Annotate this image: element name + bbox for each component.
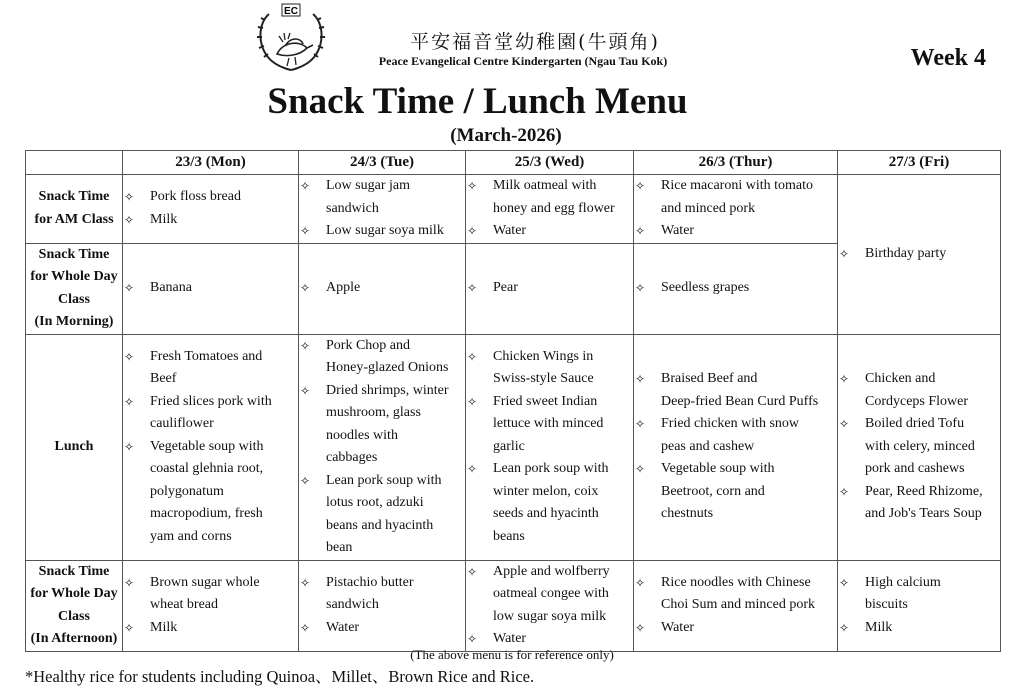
menu-item-line: garlic <box>493 438 525 454</box>
menu-item-line: low sugar soya milk <box>493 608 607 624</box>
diamond-bullet-icon: ✧ <box>300 383 311 398</box>
diamond-bullet-icon: ✧ <box>300 473 311 488</box>
menu-cell <box>466 243 634 334</box>
menu-item <box>299 335 465 380</box>
diamond-bullet-icon: ✧ <box>839 372 850 387</box>
menu-item-line: sandwich <box>326 200 379 216</box>
menu-item-line: polygonatum <box>150 483 224 499</box>
menu-item-line: honey and egg flower <box>493 200 615 216</box>
menu-item <box>634 368 837 413</box>
menu-item <box>634 458 837 526</box>
menu-cell <box>634 243 838 334</box>
menu-item <box>466 175 633 220</box>
menu-cell <box>299 243 466 334</box>
menu-item-line: Cordyceps Flower <box>865 393 969 409</box>
menu-item-line: Banana <box>150 280 192 296</box>
menu-item-line: Milk <box>865 619 893 635</box>
diamond-bullet-icon: ✧ <box>467 179 478 193</box>
menu-table <box>25 150 1001 652</box>
diamond-bullet-icon: ✧ <box>124 349 135 364</box>
row-label <box>26 175 123 244</box>
menu-item-line: Honey-glazed Onions <box>326 360 449 375</box>
menu-item-line: wheat bread <box>150 597 219 613</box>
menu-item <box>838 481 1000 526</box>
menu-item-line: Dried shrimps, winter <box>326 382 449 398</box>
menu-item <box>123 617 298 640</box>
menu-item-line: with celery, minced <box>865 438 975 454</box>
menu-item <box>299 380 465 470</box>
menu-item <box>466 277 633 300</box>
menu-item <box>123 572 298 617</box>
reference-note: (The above menu is for reference only) <box>410 647 614 662</box>
menu-item-line: peas and cashew <box>661 438 755 454</box>
menu-item <box>838 413 1000 481</box>
menu-item <box>299 572 465 617</box>
menu-item-line: Water <box>493 223 527 238</box>
menu-item <box>123 391 298 436</box>
column-header: 25/3 (Wed) <box>466 151 634 175</box>
school-name-chinese: 平安福音堂幼稚園(牛頭角) <box>410 31 660 53</box>
menu-cell <box>123 243 299 334</box>
menu-item-line: Water <box>661 223 695 238</box>
menu-item <box>466 391 633 459</box>
menu-item <box>634 220 837 243</box>
menu-item-line: Deep-fried Bean Curd Puffs <box>661 393 819 409</box>
table-row <box>26 560 1001 651</box>
menu-item-line: Beetroot, corn and <box>661 483 765 499</box>
menu-item-line: Chicken Wings in <box>493 348 594 364</box>
menu-item-line: pork and cashews <box>865 461 965 477</box>
menu-cell <box>634 560 838 651</box>
table-row <box>26 334 1001 560</box>
diamond-bullet-icon: ✧ <box>124 281 135 296</box>
row-label-line: for Whole Day <box>30 586 118 601</box>
diamond-bullet-icon: ✧ <box>635 417 646 432</box>
row-label-line: Lunch <box>54 438 94 454</box>
menu-cell <box>838 175 1001 335</box>
menu-item-line: Vegetable soup with <box>150 438 264 454</box>
school-name-english: Peace Evangelical Centre Kindergarten (Ngau Tau Kok) <box>378 54 668 68</box>
menu-item-line: Chicken and <box>865 371 936 387</box>
row-label-line: (In Afternoon) <box>30 631 118 646</box>
menu-item-line: Milk <box>150 619 178 635</box>
diamond-bullet-icon: ✧ <box>124 620 135 635</box>
menu-item-line: Lean pork soup with <box>493 461 609 477</box>
menu-item-line: and Job's Tears Soup <box>865 506 982 522</box>
menu-item <box>634 175 837 220</box>
diamond-bullet-icon: ✧ <box>300 620 311 635</box>
row-label <box>26 560 123 651</box>
menu-item-line: Brown sugar whole <box>150 574 260 590</box>
diamond-bullet-icon: ✧ <box>300 179 311 193</box>
menu-item-line: Fried chicken with snow <box>661 416 800 432</box>
menu-item-line: beans and hyacinth <box>326 517 434 533</box>
diamond-bullet-icon: ✧ <box>635 179 646 193</box>
menu-item-line: Water <box>661 619 695 635</box>
menu-cell <box>466 175 634 244</box>
menu-item-line: Low sugar jam <box>326 178 410 193</box>
menu-item-line: mushroom, glass <box>326 405 421 420</box>
diamond-bullet-icon: ✧ <box>467 394 478 409</box>
diamond-bullet-icon: ✧ <box>635 620 646 635</box>
row-label-line: (In Morning) <box>34 314 114 329</box>
menu-item <box>123 186 298 209</box>
menu-item <box>299 220 465 243</box>
diamond-bullet-icon: ✧ <box>300 338 311 353</box>
menu-item-line: Pear, Reed Rhizome, <box>865 483 983 499</box>
menu-item-line: Milk <box>150 211 178 227</box>
menu-item-line: Fried sweet Indian <box>493 393 598 409</box>
menu-cell <box>123 560 299 651</box>
menu-item-line: Fresh Tomatoes and <box>150 348 263 364</box>
menu-item <box>466 220 633 243</box>
menu-item <box>123 209 298 232</box>
diamond-bullet-icon: ✧ <box>124 439 135 454</box>
menu-item <box>299 277 465 300</box>
diamond-bullet-icon: ✧ <box>635 281 646 296</box>
menu-item-line: chestnuts <box>661 506 714 522</box>
menu-item <box>299 175 465 220</box>
menu-item <box>634 413 837 458</box>
menu-item <box>838 243 1000 266</box>
menu-item <box>838 368 1000 413</box>
menu-item-line: Apple <box>326 280 361 296</box>
diamond-bullet-icon: ✧ <box>124 394 135 409</box>
menu-item-line: macropodium, fresh <box>150 506 263 522</box>
menu-item-line: Beef <box>150 371 177 387</box>
menu-item-line: noodles with <box>326 427 398 443</box>
menu-item <box>634 572 837 617</box>
menu-cell <box>123 334 299 560</box>
menu-item-line: oatmeal congee with <box>493 586 609 601</box>
week-label: Week 4 <box>910 45 986 71</box>
menu-item-line: Rice macaroni with tomato <box>661 178 814 193</box>
menu-item-line: Rice noodles with Chinese <box>661 574 811 590</box>
row-label-line: Snack Time <box>38 246 110 262</box>
diamond-bullet-icon: ✧ <box>124 190 135 205</box>
diamond-bullet-icon: ✧ <box>300 281 311 296</box>
menu-item <box>123 436 298 549</box>
diamond-bullet-icon: ✧ <box>467 224 478 238</box>
row-label-line: Snack Time <box>38 563 110 579</box>
menu-item-line: seeds and hyacinth <box>493 506 599 522</box>
menu-item <box>838 572 1000 617</box>
diamond-bullet-icon: ✧ <box>839 484 850 499</box>
menu-item <box>838 617 1000 640</box>
page-title: Snack Time / Lunch Menu <box>267 81 688 122</box>
menu-item <box>634 617 837 640</box>
menu-cell <box>466 560 634 651</box>
menu-cell <box>123 175 299 244</box>
menu-item <box>466 458 633 548</box>
menu-item-line: coastal glehnia root, <box>150 461 264 477</box>
page-subtitle: (March-2026) <box>450 125 562 146</box>
menu-cell <box>299 175 466 244</box>
diamond-bullet-icon: ✧ <box>635 462 646 477</box>
column-header: 27/3 (Fri) <box>838 151 1001 175</box>
menu-item-line: Pork Chop and <box>326 337 410 353</box>
menu-item-line: bean <box>326 540 353 555</box>
menu-item-line: Pistachio butter <box>326 574 414 590</box>
rice-footnote: *Healthy rice for students including Quinoa、Millet、Brown Rice and Rice. <box>25 667 535 686</box>
menu-item <box>123 346 298 391</box>
menu-item <box>466 561 633 629</box>
menu-item-line: Pear <box>493 280 518 296</box>
menu-item-line: Water <box>493 631 527 646</box>
menu-item-line: winter melon, coix <box>493 483 599 499</box>
header-blank <box>26 151 123 175</box>
diamond-bullet-icon: ✧ <box>467 281 478 296</box>
menu-cell <box>634 175 838 244</box>
menu-item-line: cabbages <box>326 450 378 465</box>
diamond-bullet-icon: ✧ <box>839 575 850 590</box>
menu-item-line: lotus root, adzuki <box>326 495 424 510</box>
diamond-bullet-icon: ✧ <box>124 575 135 590</box>
menu-cell <box>466 334 634 560</box>
menu-item <box>123 277 298 300</box>
menu-item-line: Choi Sum and minced pork <box>661 597 815 613</box>
menu-item-line: Swiss-style Sauce <box>493 371 594 387</box>
menu-item-line: Fried slices pork with <box>150 393 272 409</box>
menu-item <box>299 470 465 560</box>
menu-cell <box>299 560 466 651</box>
row-label-line: Class <box>58 291 90 307</box>
diamond-bullet-icon: ✧ <box>635 575 646 590</box>
menu-item-line: Milk oatmeal with <box>493 178 597 193</box>
diamond-bullet-icon: ✧ <box>839 417 850 432</box>
menu-cell <box>838 334 1001 560</box>
menu-item-line: Water <box>326 619 360 635</box>
menu-cell <box>299 334 466 560</box>
logo-text: EC <box>284 6 298 17</box>
menu-item-line: Seedless grapes <box>661 280 750 296</box>
column-header: 23/3 (Mon) <box>123 151 299 175</box>
menu-item-line: cauliflower <box>150 416 214 432</box>
menu-item <box>466 346 633 391</box>
menu-item-line: Pork floss bread <box>150 189 241 205</box>
row-label-line: for Whole Day <box>30 269 118 284</box>
menu-item-line: Birthday party <box>865 246 947 261</box>
table-row <box>26 175 1001 244</box>
menu-item-line: Lean pork soup with <box>326 472 442 488</box>
diamond-bullet-icon: ✧ <box>839 620 850 635</box>
row-label-line: Snack Time <box>38 189 110 205</box>
row-label-line: Class <box>58 608 90 624</box>
row-label <box>26 243 123 334</box>
menu-item-line: Vegetable soup with <box>661 461 775 477</box>
diamond-bullet-icon: ✧ <box>839 247 850 261</box>
diamond-bullet-icon: ✧ <box>635 372 646 387</box>
menu-item-line: and minced pork <box>661 200 756 216</box>
menu-item-line: yam and corns <box>150 528 232 544</box>
diamond-bullet-icon: ✧ <box>300 224 311 238</box>
diamond-bullet-icon: ✧ <box>467 564 478 579</box>
diamond-bullet-icon: ✧ <box>467 349 478 364</box>
menu-item-line: beans <box>493 528 525 544</box>
diamond-bullet-icon: ✧ <box>124 212 135 227</box>
diamond-bullet-icon: ✧ <box>467 462 478 477</box>
menu-item-line: Boiled dried Tofu <box>865 416 965 432</box>
diamond-bullet-icon: ✧ <box>467 632 478 646</box>
menu-item-line: Apple and wolfberry <box>493 563 610 579</box>
row-label-line: for AM Class <box>34 211 114 227</box>
diamond-bullet-icon: ✧ <box>635 224 646 238</box>
diamond-bullet-icon: ✧ <box>300 575 311 590</box>
menu-item-line: High calcium <box>865 574 941 590</box>
menu-item-line: biscuits <box>865 597 908 613</box>
menu-item-line: sandwich <box>326 597 379 613</box>
menu-item-line: Braised Beef and <box>661 371 758 387</box>
menu-item <box>299 617 465 640</box>
menu-item-line: Low sugar soya milk <box>326 223 444 238</box>
row-label <box>26 334 123 560</box>
menu-cell <box>634 334 838 560</box>
column-header: 24/3 (Tue) <box>299 151 466 175</box>
menu-cell <box>838 560 1001 651</box>
menu-item-line: lettuce with minced <box>493 416 604 432</box>
table-header-row <box>26 151 1001 175</box>
column-header: 26/3 (Thur) <box>634 151 838 175</box>
menu-item <box>634 277 837 300</box>
